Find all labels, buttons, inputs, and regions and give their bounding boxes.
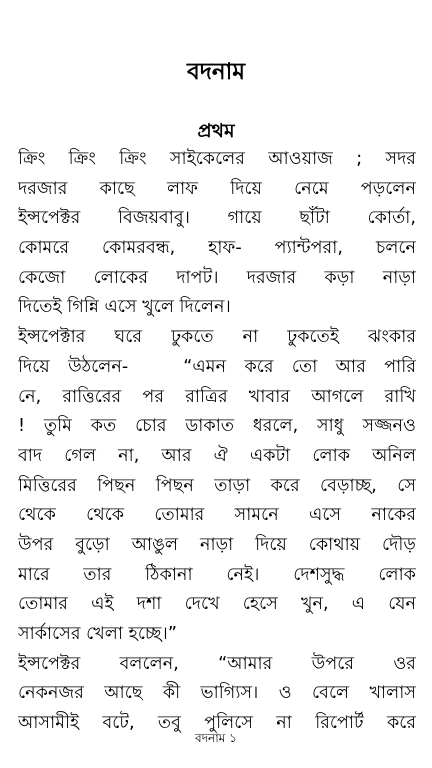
chapter-heading: প্রথম — [197, 120, 235, 142]
text-line: দিতেই গিন্নি এসে খুলে দিলেন। — [18, 297, 231, 318]
text-line: আসামীই বটে, তবু পুলিসে না রিপোর্ট করে — [18, 713, 416, 734]
text-line: দরজার কাছে লাফ দিয়ে নেমে পড়লেন — [18, 178, 416, 199]
body-text — [18, 145, 416, 739]
text-line: নে, রাত্তিরের পর রাত্রির খাবার আগলে রাখি — [18, 386, 416, 407]
text-line: কেজো লোকের দাপট। দরজার কড়া নাড়া — [18, 267, 416, 288]
page-footer: বদনাম ১ — [195, 731, 237, 745]
text-line: থেকে থেকে তোমার সামনে এসে নাকের — [18, 505, 416, 526]
text-line: দিয়ে উঠলেন- “এমন করে তো আর পারি — [18, 356, 416, 377]
text-line: তোমার এই দশা দেখে হেসে খুন, এ যেন — [18, 594, 416, 615]
text-line: ক্রিং ক্রিং ক্রিং সাইকেলের আওয়াজ ; সদর — [18, 149, 416, 169]
text-line: ইন্সপেক্টার ঘরে ঢুকতে না ঢুকতেই ঝংকার — [18, 327, 416, 348]
text-line: বাদ গেল না, আর ঐ একটা লোক অনিল — [18, 445, 416, 466]
text-line: ইন্সপেক্টর বললেন, “আমার উপরে ওর — [18, 653, 416, 674]
text-line: মিত্তিরের পিছন পিছন তাড়া করে বেড়াচ্ছ, সে — [18, 475, 416, 496]
text-line: ইন্সপেক্টর বিজয়বাবু। গায়ে ছাঁটা কোর্তা, — [18, 208, 416, 229]
text-line: মারে তার ঠিকানা নেই। দেশসুদ্ধ লোক — [18, 564, 416, 585]
text-line: ! তুমি কত চোর ডাকাত ধরলে, সাধু সজ্জনও — [18, 416, 416, 437]
page-title: বদনাম — [186, 59, 246, 85]
text-line: কোমরে কোমরবন্ধ, হাফ- প্যান্টপরা, চলনে — [18, 238, 416, 259]
text-line: নেকনজর আছে কী ভাগ্যিস। ও বেলে খালাস — [18, 683, 416, 704]
text-line: সার্কাসের খেলা হচ্ছে।” — [18, 624, 177, 644]
text-line: উপর বুড়ো আঙুল নাড়া দিয়ে কোথায় দৌড় — [18, 534, 416, 555]
